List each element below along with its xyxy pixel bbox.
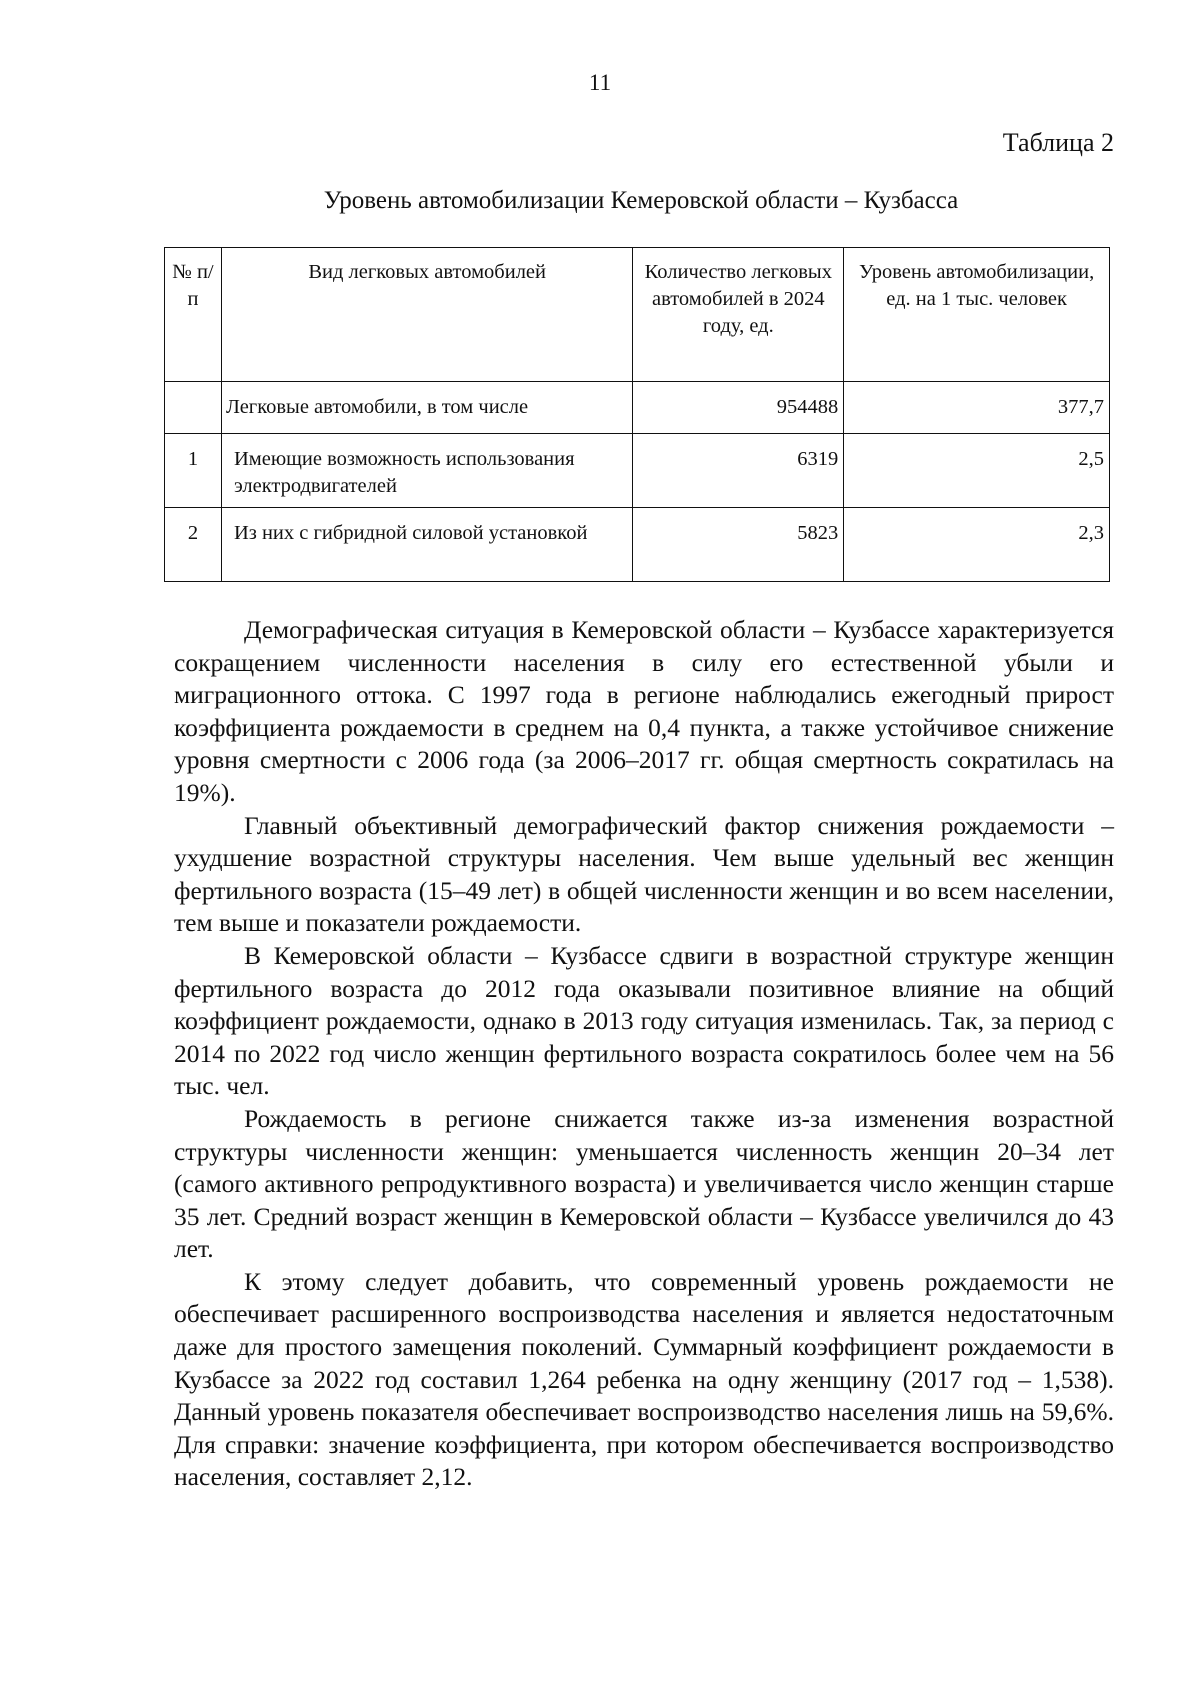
row-vehicle-count: 5823 [633,508,844,582]
table-caption: Уровень автомобилизации Кемеровской области – Кузбасса [323,187,959,214]
header-vehicle-count: Количество легковых автомобилей в 2024 году, ед. [633,248,844,382]
row-number: 1 [165,434,222,508]
row-number [165,382,222,434]
table-row [165,434,1110,508]
paragraph: Рождаемость в регионе снижается также из-за изменения возрастной структуры численности женщин: уменьшается численность женщин 20–34 лет (самого активного репродуктивного возраста) и увеличивается число женщин старше 35 лет. Средний возраст женщин в Кемеровской области – Кузбассе увеличился до 43 лет. [174,1103,1114,1264]
header-number: № п/п [165,248,222,382]
paragraph: В Кемеровской области – Кузбассе сдвиги в возрастной структуре женщин фертильного возраста до 2012 года оказывали позитивное влияние на общий коэффициент рождаемости, однако в 2013 году ситуация изменилась. Так, за период с 2014 по 2022 год число женщин фертильного возраста сократилось более чем на 56 тыс. чел. [174,940,1114,1101]
row-vehicle-type: Легковые автомобили, в том числе [221,382,632,434]
body-text [174,614,1114,1494]
row-number: 2 [165,508,222,582]
table-header-row [165,248,1110,382]
page-number: 11 [588,70,612,95]
row-vehicle-count: 954488 [633,382,844,434]
paragraph: К этому следует добавить, что современный уровень рождаемости не обеспечивает расширенного воспроизводства населения и является недостаточным даже для простого замещения поколений. Суммарный коэффициент рождаемости в Кузбассе за 2022 год составил 1,264 ребенка на одну женщину (2017 год – 1,538). Данный уровень показателя обеспечивает воспроизводство населения лишь на 59,6%. Для справки: значение коэффициента, при котором обеспечивается воспроизводство населения, составляет 2,12. [174,1266,1114,1492]
table-row [165,382,1110,434]
table-row [165,508,1110,582]
header-vehicle-type: Вид легковых автомобилей [221,248,632,382]
row-automobilization-level: 377,7 [844,382,1110,434]
table-label: Таблица 2 [1002,128,1114,157]
row-vehicle-count: 6319 [633,434,844,508]
header-automobilization-level: Уровень автомобилизации, ед. на 1 тыс. человек [844,248,1110,382]
row-vehicle-type: Имеющие возможность использования электродвигателей [221,434,632,508]
paragraph: Демографическая ситуация в Кемеровской области – Кузбассе характеризуется сокращением численности населения в силу его естественной убыли и миграционного оттока. С 1997 года в регионе наблюдались ежегодный прирост коэффициента рождаемости в среднем на 0,4 пункта, а также устойчивое снижение уровня смертности с 2006 года (за 2006–2017 гг. общая смертность сократилась на 19%). [174,615,1114,807]
row-automobilization-level: 2,5 [844,434,1110,508]
row-vehicle-type: Из них с гибридной силовой установкой [221,508,632,582]
paragraph: Главный объективный демографический фактор снижения рождаемости – ухудшение возрастной структуры населения. Чем выше удельный вес женщин фертильного возраста (15–49 лет) в общей численности женщин и во всем населении, тем выше и показатели рождаемости. [174,810,1114,938]
automobilization-table [164,247,1110,582]
row-automobilization-level: 2,3 [844,508,1110,582]
